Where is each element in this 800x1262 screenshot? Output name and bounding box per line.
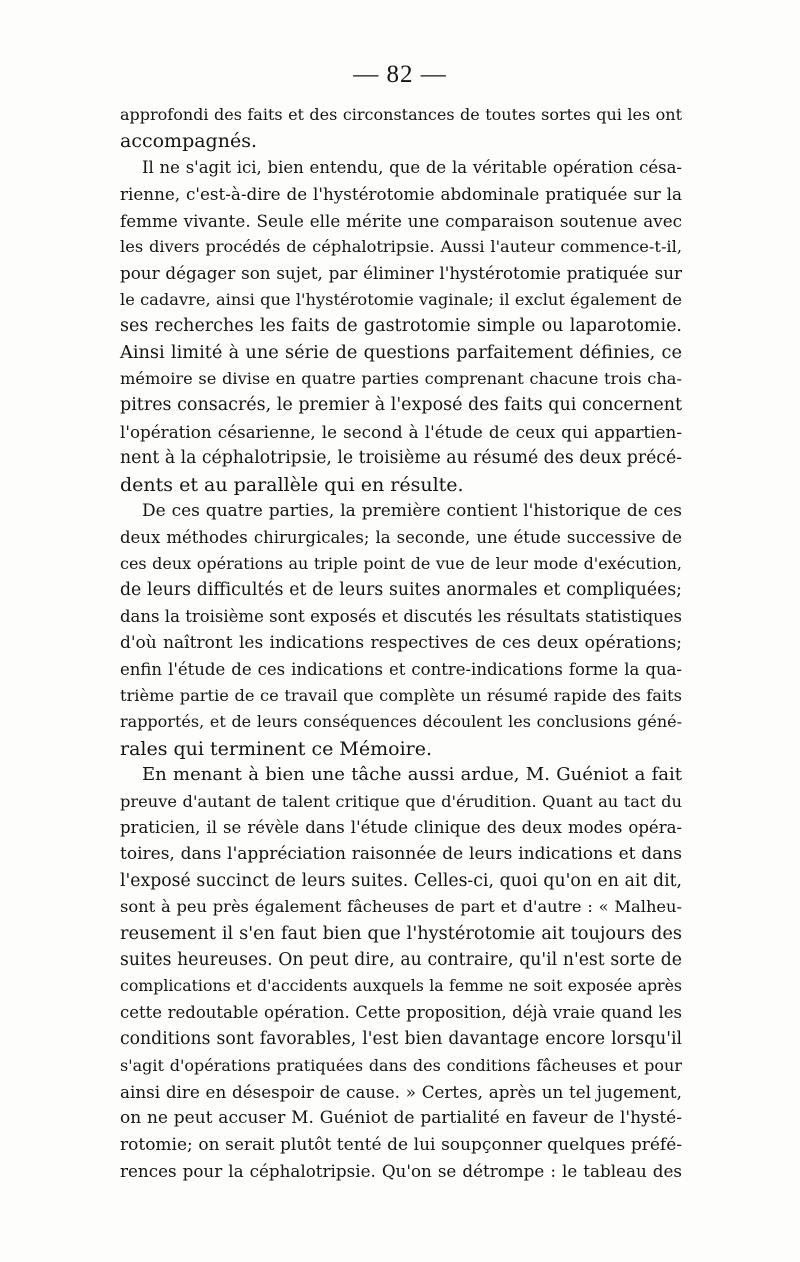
text-line: femme vivante. Seule elle mérite une comparaison soutenue avec xyxy=(120,210,682,231)
text-line: praticien, il se révèle dans l'étude clinique des deux modes opéra- xyxy=(120,817,682,837)
text-line: complications et d'accidents auxquels la femme ne soit exposée après xyxy=(120,976,682,996)
text-line: suites heureuses. On peut dire, au contraire, qu'il n'est sorte de xyxy=(120,950,682,970)
text-line: l'exposé succinct de leurs suites. Celles-ci, quoi qu'on en ait dit, xyxy=(120,870,682,891)
text-line: trième partie de ce travail que complète un résumé rapide des faits xyxy=(120,685,682,705)
text-line: Ainsi limité à une série de questions parfaitement définies, ce xyxy=(120,342,682,363)
text-line: cette redoutable opération. Cette proposition, déjà vraie quand les xyxy=(120,1002,682,1022)
text-line: De ces quatre parties, la première contient l'historique de ces xyxy=(142,501,682,522)
text-line: pour dégager son sujet, par éliminer l'hystérotomie pratiquée sur xyxy=(120,263,682,284)
text-line: En menant à bien une tâche aussi ardue, M. Guéniot a fait xyxy=(142,764,682,786)
text-line: approfondi des faits et des circonstances de toutes sortes qui les ont xyxy=(120,105,682,124)
text-line: d'où naîtront les indications respectives de ces deux opérations; xyxy=(120,633,682,654)
text-line: mémoire se divise en quatre parties comprenant chacune trois cha- xyxy=(120,369,682,389)
text-line: Il ne s'agit ici, bien entendu, que de la véritable opération césa- xyxy=(142,157,682,177)
text-line: accompagnés. xyxy=(120,130,257,153)
text-line: nent à la céphalotripsie, le troisième au résumé des deux précé- xyxy=(120,448,682,469)
page-number: — 82 — xyxy=(353,61,447,88)
text-line: conditions sont favorables, l'est bien davantage encore lorsqu'il xyxy=(120,1029,682,1050)
text-line: dents et au parallèle qui en résulte. xyxy=(120,473,464,496)
text-line: preuve d'autant de talent critique que d'érudition. Quant au tact du xyxy=(120,791,682,811)
text-line: le cadavre, ainsi que l'hystérotomie vaginale; il exclut également de xyxy=(120,289,682,309)
text-line: rienne, c'est-à-dire de l'hystérotomie abdominale pratiquée sur la xyxy=(120,184,682,205)
text-line: s'agit d'opérations pratiquées dans des conditions fâcheuses et pour xyxy=(120,1055,682,1075)
text-line: on ne peut accuser M. Guéniot de partialité en faveur de l'hysté- xyxy=(120,1108,682,1129)
text-line: sont à peu près également fâcheuses de part et d'autre : « Malheu- xyxy=(120,897,682,917)
text-line: rales qui terminent ce Mémoire. xyxy=(120,737,433,760)
text-line: pitres consacrés, le premier à l'exposé des faits qui concernent xyxy=(120,395,682,416)
text-line: ses recherches les faits de gastrotomie simple ou laparotomie. xyxy=(120,316,682,337)
text-line: rences pour la céphalotripsie. Qu'on se détrompe : le tableau des xyxy=(120,1161,682,1182)
text-line: ainsi dire en désespoir de cause. » Certes, après un tel jugement, xyxy=(120,1082,682,1103)
text-line: reusement il s'en faut bien que l'hystérotomie ait toujours des xyxy=(120,923,682,944)
text-line: ces deux opérations au triple point de vue de leur mode d'exécution, xyxy=(120,553,682,573)
text-line: deux méthodes chirurgicales; la seconde, une étude successive de xyxy=(120,527,682,547)
body-text xyxy=(120,102,682,1185)
text-line: toires, dans l'appréciation raisonnée de leurs indications et dans xyxy=(120,844,682,865)
text-line: les divers procédés de céphalotripsie. Aussi l'auteur commence-t-il, xyxy=(120,237,682,257)
text-line: rapportés, et de leurs conséquences découlent les conclusions géné- xyxy=(120,712,682,732)
text-line: rotomie; on serait plutôt tenté de lui soupçonner quelques préfé- xyxy=(120,1134,682,1155)
text-line: de leurs difficultés et de leurs suites anormales et compliquées; xyxy=(120,580,682,601)
text-line: dans la troisième sont exposés et discutés les résultats statistiques xyxy=(120,606,682,626)
text-line: enfin l'étude de ces indications et contre-indications forme la qua- xyxy=(120,659,682,679)
text-line: l'opération césarienne, le second à l'étude de ceux qui appartien- xyxy=(120,421,682,442)
